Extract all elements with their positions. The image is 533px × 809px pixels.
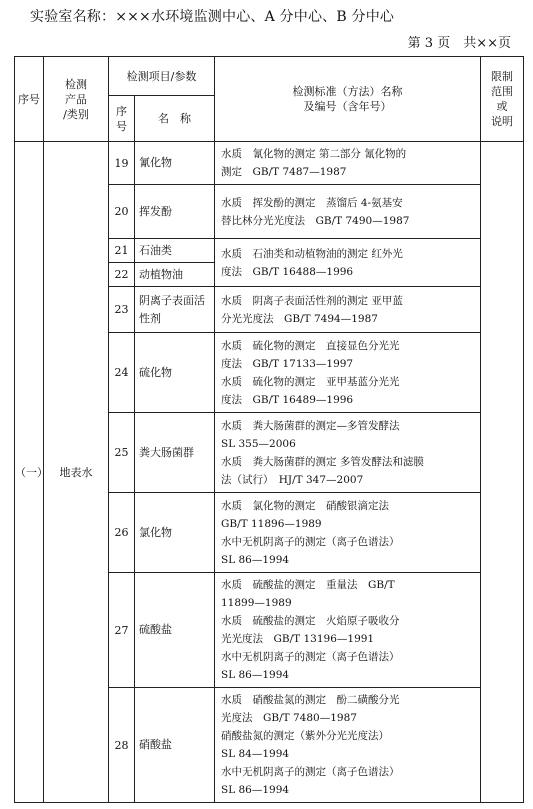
item-name: 氯化物 (135, 493, 215, 573)
header-remark: 限制 范围 或 说明 (481, 57, 524, 142)
table-row (15, 142, 524, 185)
item-no: 20 (109, 185, 135, 239)
item-standard: 水质 粪大肠菌群的测定—多管发酵法 SL 355—2006 水质 粪大肠菌群的测定 多管发酵法和滤膜 法（试行） HJ/T 347—2007 (215, 413, 481, 493)
item-no: 27 (109, 573, 135, 688)
item-standard: 水质 硝酸盐氮的测定 酚二磺酸分光 光度法 GB/T 7480—1987 硝酸盐氮的测定（紫外分光光度法） SL 84—1994 水中无机阴离子的测定（离子色谱法） SL 86—1994 (215, 688, 481, 803)
item-no: 24 (109, 333, 135, 413)
item-no: 26 (109, 493, 135, 573)
item-standard: 水质 挥发酚的测定 蒸馏后 4-氨基安 替比林分光光度法 GB/T 7490—1987 (215, 185, 481, 239)
item-no: 25 (109, 413, 135, 493)
group-category: 地表水 (44, 142, 109, 803)
item-name: 阴离子表面活性剂 (135, 287, 215, 333)
item-no: 19 (109, 142, 135, 185)
item-no: 21 (109, 239, 135, 263)
item-standard: 水质 氯化物的测定 硝酸银滴定法 GB/T 11896—1989 水中无机阴离子的测定（离子色谱法） SL 86—1994 (215, 493, 481, 573)
item-standard: 水质 阴离子表面活性剂的测定 亚甲蓝 分光光度法 GB/T 7494—1987 (215, 287, 481, 333)
item-no: 22 (109, 263, 135, 287)
remark-cell (481, 142, 524, 803)
item-name: 硫酸盐 (135, 573, 215, 688)
header-item-name: 名 称 (135, 96, 215, 142)
item-name: 动植物油 (135, 263, 215, 287)
item-no: 23 (109, 287, 135, 333)
header-seq: 序号 (15, 57, 44, 142)
item-standard: 水质 硫酸盐的测定 重量法 GB/T 11899—1989 水质 硫酸盐的测定 火焰原子吸收分 光光度法 GB/T 13196—1991 水中无机阴离子的测定（离子色谱法） SL 86—1994 (215, 573, 481, 688)
header-standard: 检测标准（方法）名称 及编号（含年号） (215, 57, 481, 142)
item-name: 石油类 (135, 239, 215, 263)
item-name: 硝酸盐 (135, 688, 215, 803)
item-name: 粪大肠菌群 (135, 413, 215, 493)
item-name: 硫化物 (135, 333, 215, 413)
item-standard: 水质 硫化物的测定 直接显色分光光 度法 GB/T 17133—1997 水质 硫化物的测定 亚甲基蓝分光光 度法 GB/T 16489—1996 (215, 333, 481, 413)
item-standard: 水质 氰化物的测定 第二部分 氰化物的 测定 GB/T 7487—1987 (215, 142, 481, 185)
group-seq: （一） (15, 142, 44, 803)
item-no: 28 (109, 688, 135, 803)
header-product: 检测 产品 /类别 (44, 57, 109, 142)
header-items: 检测项目/参数 (109, 57, 215, 96)
scope-table (14, 56, 524, 803)
header-item-seq: 序 号 (109, 96, 135, 142)
item-name: 氰化物 (135, 142, 215, 185)
item-standard: 水质 石油类和动植物油的测定 红外光 度法 GB/T 16488—1996 (215, 239, 481, 287)
page-info: 第 3 页 共××页 (407, 36, 511, 51)
lab-name: 实验室名称：×××水环境监测中心、A 分中心、B 分中心 (30, 9, 395, 25)
item-name: 挥发酚 (135, 185, 215, 239)
